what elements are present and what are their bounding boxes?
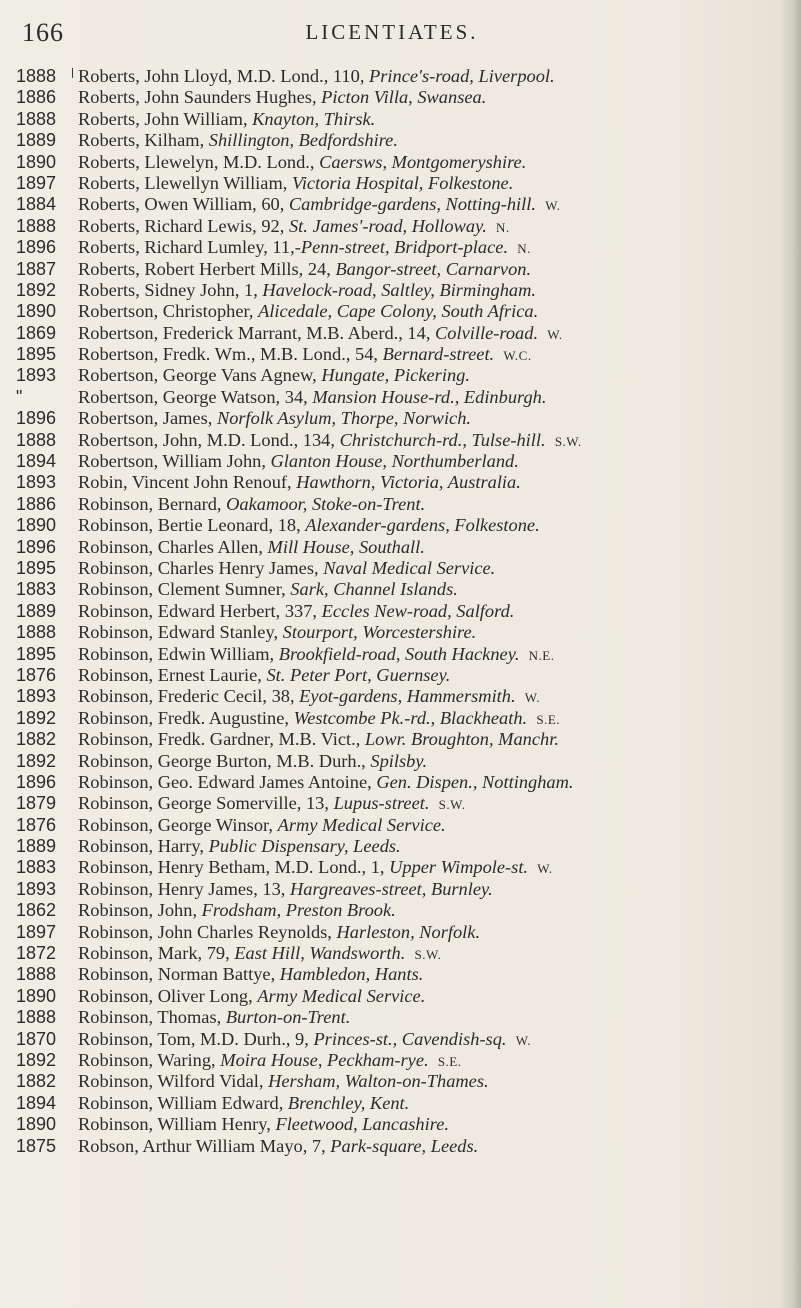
entry-year: 1893 <box>16 472 57 493</box>
entry-district: S.W. <box>554 433 582 449</box>
entry-year: 1890 <box>16 985 57 1006</box>
entry-address: Stourport, Worcestershire. <box>282 622 477 643</box>
entry-address: Sark, Channel Islands. <box>290 579 458 600</box>
entry-name: Robinson, Frederic Cecil, 38, <box>78 686 300 707</box>
list-item <box>78 665 778 686</box>
entry-address: Fleetwood, Lancashire. <box>275 1114 449 1135</box>
entry-name: Robin, Vincent John Renouf, <box>78 472 297 493</box>
list-item <box>78 1136 778 1157</box>
entry-year: 1872 <box>16 943 57 964</box>
entry-address: Eyot-gardens, Hammersmith. <box>299 686 516 707</box>
entry-address: Brenchley, Kent. <box>287 1092 410 1113</box>
entry-year: 1888 <box>16 964 57 985</box>
entry-address: Lupus-street. <box>333 793 430 814</box>
entry-name: Robinson, John, <box>78 900 202 921</box>
entry-address: Mill House, Southall. <box>267 536 425 557</box>
page-edge-shadow <box>779 0 801 1308</box>
entry-year: 1886 <box>16 493 57 514</box>
list-item <box>78 836 778 857</box>
entry-year: 1895 <box>16 557 57 578</box>
list-item <box>78 301 778 322</box>
entry-name: Robinson, Oliver Long, <box>78 985 258 1006</box>
entry-address: -Penn-street, Bridport-place. <box>294 237 509 258</box>
entry-name: Robinson, Edward Herbert, 337, <box>78 600 322 621</box>
entry-name: Robinson, Edwin William, <box>78 643 279 664</box>
entry-address: St. James'-road, Holloway. <box>288 215 487 236</box>
entry-year: 1895 <box>16 344 57 365</box>
entry-year: 1888 <box>16 66 57 86</box>
entry-year: 1893 <box>16 878 57 899</box>
entry-year: 1870 <box>16 1028 57 1049</box>
entry-year: 1889 <box>16 836 57 857</box>
entry-year: 1893 <box>16 686 57 707</box>
entry-year: 1890 <box>16 301 57 322</box>
entry-district: W. <box>537 861 553 877</box>
entry-address: Christchurch-rd., Tulse-hill. <box>339 429 546 450</box>
entry-name: Robinson, Bernard, <box>78 493 227 514</box>
list-item <box>78 964 778 985</box>
column-rule <box>72 68 73 78</box>
entry-year: 1897 <box>16 921 57 942</box>
entry-year: 1862 <box>16 900 57 921</box>
entry-name: Roberts, Llewelyn, M.D. Lond., <box>78 151 320 172</box>
list-item <box>78 1071 778 1092</box>
entry-year: " <box>16 386 23 407</box>
entry-year: 1888 <box>16 215 57 236</box>
list-item <box>78 708 778 729</box>
entry-year: 1888 <box>16 429 57 450</box>
entry-year: 1892 <box>16 750 57 771</box>
list-item <box>78 879 778 900</box>
entry-address: Knayton, Thirsk. <box>252 108 376 129</box>
entry-name: Robinson, Thomas, <box>78 1007 226 1028</box>
entry-name: Roberts, John William, <box>78 108 253 129</box>
list-item <box>78 622 778 643</box>
entry-district: W.C. <box>503 348 532 364</box>
entry-name: Robinson, Geo. Edward James Antoine, <box>78 771 377 792</box>
entry-address: Havelock-road, Saltley, Birmingham. <box>262 279 537 300</box>
entry-district: W. <box>547 326 563 342</box>
list-item <box>78 1029 778 1050</box>
list-item <box>78 344 778 365</box>
entry-name: Robinson, Harry, <box>78 836 209 857</box>
entry-address: Moira House, Peckham-rye. <box>220 1049 429 1070</box>
list-item <box>78 1114 778 1135</box>
entry-name: Robinson, Charles Henry James, <box>78 557 324 578</box>
entry-address: Mansion House-rd., Edinburgh. <box>312 386 547 407</box>
entry-district: N.E. <box>528 647 555 663</box>
list-item <box>78 408 778 429</box>
list-item <box>78 430 778 451</box>
entry-address: Bangor-street, Carnarvon. <box>335 258 532 279</box>
entry-address: Army Medical Service. <box>277 814 446 835</box>
entry-name: Robinson, George Winsor, <box>78 814 278 835</box>
entry-address: Lowr. Broughton, Manchr. <box>364 729 559 750</box>
entry-year: 1896 <box>16 771 57 792</box>
entry-name: Robertson, Frederick Marrant, M.B. Aberd., 14, <box>78 322 436 343</box>
entry-name: Robinson, Charles Allen, <box>78 536 268 557</box>
entry-address: Glanton House, Northumberland. <box>270 451 519 472</box>
entry-year: 1886 <box>16 87 57 108</box>
entry-year: 1897 <box>16 172 57 193</box>
entry-name: Robinson, Fredk. Gardner, M.B. Vict., <box>78 729 365 750</box>
entry-district: W. <box>545 198 561 214</box>
entry-address: St. Peter Port, Guernsey. <box>266 664 451 685</box>
list-item <box>78 451 778 472</box>
entry-year: 1888 <box>16 622 57 643</box>
entry-year: 1882 <box>16 1071 57 1092</box>
entry-year: 1883 <box>16 857 57 878</box>
entry-address: Shillington, Bedfordshire. <box>208 130 398 151</box>
entry-district: N. <box>517 241 531 257</box>
entry-district: S.E. <box>437 1053 462 1069</box>
entry-name: Roberts, Richard Lewis, 92, <box>78 215 289 236</box>
entry-address: Spilsby. <box>370 750 428 771</box>
entry-address: Colville-road. <box>435 322 539 343</box>
entry-name: Roberts, Kilham, <box>78 130 209 151</box>
entry-address: Army Medical Service. <box>257 985 426 1006</box>
list-item <box>78 365 778 386</box>
list-item <box>78 943 778 964</box>
entry-name: Robinson, Wilford Vidal, <box>78 1071 269 1092</box>
entry-year: 1896 <box>16 237 57 258</box>
list-item <box>78 472 778 493</box>
entry-address: Prince's-road, Liverpool. <box>369 66 555 86</box>
entry-year: 1890 <box>16 515 57 536</box>
list-item <box>78 793 778 814</box>
list-item <box>78 237 778 258</box>
entry-name: Roberts, Richard Lumley, 11, <box>78 237 295 258</box>
list-item <box>78 1050 778 1071</box>
entry-district: N. <box>496 219 510 235</box>
year-column <box>16 66 72 1157</box>
entry-address: Frodsham, Preston Brook. <box>201 900 396 921</box>
entry-address: Alexander-gardens, Folkestone. <box>305 515 540 536</box>
entry-name: Robertson, Fredk. Wm., M.B. Lond., 54, <box>78 344 383 365</box>
entry-address: Princes-st., Cavendish-sq. <box>313 1028 507 1049</box>
entry-year: 1896 <box>16 536 57 557</box>
entry-name: Robinson, John Charles Reynolds, <box>78 921 337 942</box>
entry-year: 1894 <box>16 451 57 472</box>
entry-address: Caersws, Montgomeryshire. <box>319 151 527 172</box>
entry-year: 1890 <box>16 1114 57 1135</box>
entry-address: Hersham, Walton-on-Thames. <box>268 1071 489 1092</box>
list-item <box>78 280 778 301</box>
list-item <box>78 66 778 87</box>
entry-district: S.E. <box>536 711 561 727</box>
entry-year: 1879 <box>16 793 57 814</box>
list-item <box>78 173 778 194</box>
list-item <box>78 900 778 921</box>
entry-address: Burton-on-Trent. <box>225 1007 351 1028</box>
entry-district: S.W. <box>414 947 442 963</box>
list-item <box>78 216 778 237</box>
list-item <box>78 259 778 280</box>
list-item <box>78 815 778 836</box>
entry-address: Alicedale, Cape Colony, South Africa. <box>258 301 539 322</box>
entry-name: Roberts, Sidney John, 1, <box>78 279 263 300</box>
list-item <box>78 130 778 151</box>
entry-name: Robinson, George Somerville, 13, <box>78 793 334 814</box>
entry-name: Robinson, Bertie Leonard, 18, <box>78 515 306 536</box>
list-item <box>78 194 778 215</box>
list-item <box>78 387 778 408</box>
list-item <box>78 515 778 536</box>
entry-year: 1876 <box>16 664 57 685</box>
entry-year: 1882 <box>16 729 57 750</box>
list-item <box>78 751 778 772</box>
entry-name: Roberts, John Saunders Hughes, <box>78 87 322 108</box>
list-item <box>78 579 778 600</box>
entry-name: Robinson, Clement Sumner, <box>78 579 291 600</box>
entry-name: Robinson, William Edward, <box>78 1092 288 1113</box>
entry-name: Robinson, William Henry, <box>78 1114 276 1135</box>
entry-name: Robertson, George Vans Agnew, <box>78 365 322 386</box>
entry-address: Hungate, Pickering. <box>321 365 470 386</box>
entry-name: Robinson, Mark, 79, <box>78 943 235 964</box>
entry-address: Picton Villa, Swansea. <box>321 87 487 108</box>
entry-address: Upper Wimpole-st. <box>389 857 529 878</box>
entry-address: Victoria Hospital, Folkestone. <box>291 172 514 193</box>
entry-year: 1887 <box>16 258 57 279</box>
entry-name: Robertson, Christopher, <box>78 301 259 322</box>
entry-address: Bernard-street. <box>382 344 495 365</box>
entry-name: Robinson, Henry Betham, M.D. Lond., 1, <box>78 857 390 878</box>
entry-name: Robinson, Ernest Laurie, <box>78 664 267 685</box>
entry-year: 1888 <box>16 1007 57 1028</box>
list-item <box>78 644 778 665</box>
entry-address: Hambledon, Hants. <box>279 964 424 985</box>
entry-address: Hargreaves-street, Burnley. <box>290 878 493 899</box>
page-header <box>22 18 762 48</box>
entry-name: Robertson, John, M.D. Lond., 134, <box>78 429 340 450</box>
page-number: 166 <box>22 18 64 47</box>
entry-address: Harleston, Norfolk. <box>336 921 481 942</box>
list-item <box>78 109 778 130</box>
list-item <box>78 729 778 750</box>
entry-year: 1884 <box>16 194 57 215</box>
entry-name: Roberts, Owen William, 60, <box>78 194 289 215</box>
entry-address: Hawthorn, Victoria, Australia. <box>296 472 521 493</box>
entry-address: Brookfield-road, South Hackney. <box>278 643 520 664</box>
entry-name: Robertson, William John, <box>78 451 271 472</box>
running-head: LICENTIATES. <box>305 20 479 44</box>
entry-name: Robertson, James, <box>78 408 217 429</box>
entry-district: W. <box>515 1032 532 1048</box>
entry-year: 1893 <box>16 365 57 386</box>
list-item <box>78 986 778 1007</box>
entry-year: 1890 <box>16 151 57 172</box>
entry-name: Robinson, Fredk. Augustine, <box>78 707 294 728</box>
list-item <box>78 494 778 515</box>
list-item <box>78 922 778 943</box>
entry-year: 1889 <box>16 130 57 151</box>
list-item <box>78 87 778 108</box>
list-item <box>78 1093 778 1114</box>
list-item <box>78 537 778 558</box>
entry-address: Westcombe Pk.-rd., Blackheath. <box>293 707 528 728</box>
entry-name: Roberts, Robert Herbert Mills, 24, <box>78 258 336 279</box>
list-item <box>78 686 778 707</box>
list-item <box>78 772 778 793</box>
entry-address: Norfolk Asylum, Thorpe, Norwich. <box>216 408 472 429</box>
list-item <box>78 857 778 878</box>
entry-year: 1888 <box>16 108 57 129</box>
entry-address: Park-square, Leeds. <box>330 1135 479 1156</box>
entry-address: Eccles New-road, Salford. <box>321 600 515 621</box>
entry-name: Robinson, Waring, <box>78 1049 221 1070</box>
list-item <box>78 558 778 579</box>
entry-address: Gen. Dispen., Nottingham. <box>376 771 574 792</box>
list-item <box>78 152 778 173</box>
entry-year: 1894 <box>16 1092 57 1113</box>
entry-year: 1892 <box>16 1049 57 1070</box>
entry-name: Robertson, George Watson, 34, <box>78 386 313 407</box>
entry-name: Robinson, Tom, M.D. Durh., 9, <box>78 1028 314 1049</box>
entry-district: W. <box>524 690 541 706</box>
list-item <box>78 1007 778 1028</box>
entry-name: Robson, Arthur William Mayo, 7, <box>78 1135 331 1156</box>
list-item <box>78 601 778 622</box>
entry-address: Public Dispensary, Leeds. <box>208 836 401 857</box>
entry-address: Naval Medical Service. <box>323 557 496 578</box>
entry-address: East Hill, Wandsworth. <box>234 943 406 964</box>
entry-name: Robinson, Edward Stanley, <box>78 622 283 643</box>
entry-year: 1895 <box>16 643 57 664</box>
entry-year: 1889 <box>16 600 57 621</box>
entry-name: Roberts, Llewellyn William, <box>78 172 292 193</box>
entry-year: 1896 <box>16 408 57 429</box>
entry-year: 1869 <box>16 322 57 343</box>
entry-district: S.W. <box>438 797 466 813</box>
entry-name: Roberts, John Lloyd, M.D. Lond., 110, <box>78 66 370 86</box>
entry-year: 1875 <box>16 1135 57 1156</box>
entry-year: 1892 <box>16 279 57 300</box>
entry-year: 1876 <box>16 814 57 835</box>
entry-name: Robinson, Henry James, 13, <box>78 878 290 899</box>
list-item <box>78 323 778 344</box>
entry-year: 1892 <box>16 707 57 728</box>
entry-address: Oakamoor, Stoke-on-Trent. <box>226 493 426 514</box>
entry-name: Robinson, Norman Battye, <box>78 964 280 985</box>
entry-list <box>78 66 778 1157</box>
entry-year: 1883 <box>16 579 57 600</box>
entry-address: Cambridge-gardens, Notting-hill. <box>288 194 536 215</box>
entry-name: Robinson, George Burton, M.B. Durh., <box>78 750 371 771</box>
